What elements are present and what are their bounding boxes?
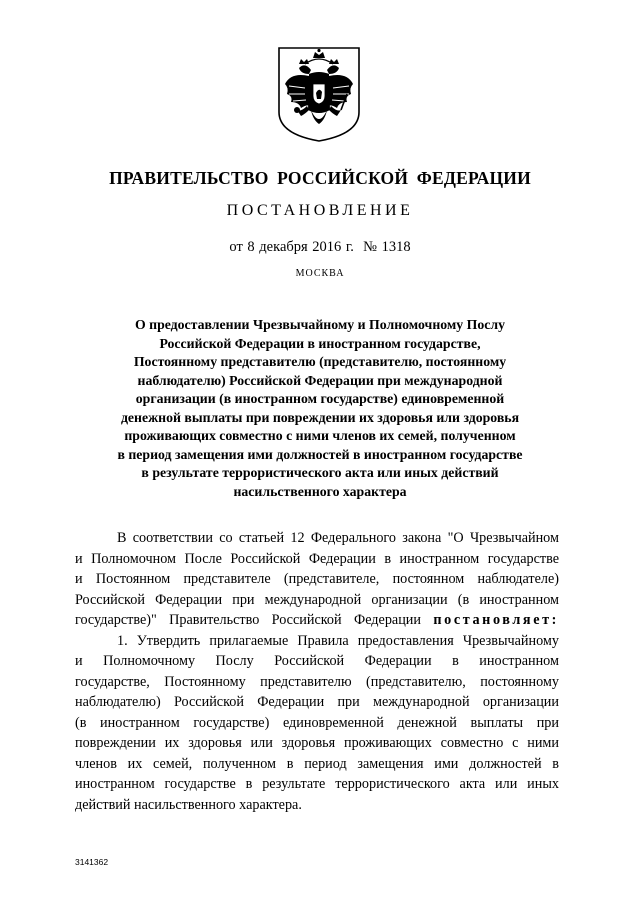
document-code: 3141362 — [75, 857, 109, 867]
subject-line: денежной выплаты при повреждении их здоровья или здоровья — [120, 409, 520, 425]
body-line: действий насильственного характера. — [75, 796, 302, 813]
subject-line: насильственного характера — [233, 483, 407, 499]
subject-line: организации (в иностранном государстве) единовременной — [135, 391, 505, 406]
government-title: ПРАВИТЕЛЬСТВО РОССИЙСКОЙ ФЕДЕРАЦИИ — [109, 168, 531, 188]
body-line: и Полномочному Послу Российской Федерации в иностранном — [75, 653, 559, 669]
body-line-text: государстве)" Правительство Российской Федерации — [75, 612, 434, 628]
subject-line: проживающих совместно с ними членов их семей, полученном — [124, 428, 516, 443]
body-line: иностранном государстве в результате террористического акта или иных — [75, 776, 559, 792]
subject-line: наблюдателю) Российской Федерации при международной — [137, 372, 503, 388]
document-subject — [80, 316, 560, 501]
decree-keyword: постановляет: — [433, 612, 559, 628]
body-line: наблюдателю) Российской Федерации при международной организации — [75, 694, 559, 710]
body-line: Российской Федерации при международной организации (в иностранном — [75, 591, 559, 608]
subject-line: в результате террористического акта или иных действий — [141, 465, 499, 480]
document-type: ПОСТАНОВЛЕНИЕ — [226, 202, 414, 219]
subject-line: О предоставлении Чрезвычайному и Полномочному Послу — [134, 317, 506, 332]
subject-line: Российской Федерации в иностранном государстве, — [159, 335, 481, 351]
body-line: членов их семей, полученном в период замещения ими должностей в — [75, 755, 559, 772]
body-line: В соответствии со статьей 12 Федерального закона "О Чрезвычайном — [117, 530, 559, 546]
body-line: (в иностранном государстве) единовременной денежной выплаты при — [75, 714, 559, 731]
body-line: и Полномочном После Российской Федерации в иностранном государстве — [75, 550, 559, 567]
document-body — [75, 528, 559, 815]
document-date-number: от 8 декабря 2016 г. № 1318 — [229, 239, 411, 255]
coat-of-arms-emblem — [275, 44, 363, 144]
body-line: и Постоянном представителе (представителе, постоянном наблюдателе) — [75, 571, 559, 587]
body-line — [75, 610, 559, 631]
document-city: МОСКВА — [295, 268, 345, 279]
body-line: повреждении их здоровья или здоровья проживающих совместно с ними — [75, 735, 559, 751]
subject-line: Постоянному представителю (представителю, постоянному — [133, 354, 507, 369]
body-line: 1. Утвердить прилагаемые Правила предоставления Чрезвычайному — [117, 632, 559, 649]
body-line: государстве, Постоянному представителю (представителю, постоянному — [75, 673, 559, 690]
subject-line: в период замещения ими должностей в иностранном государстве — [117, 446, 523, 462]
